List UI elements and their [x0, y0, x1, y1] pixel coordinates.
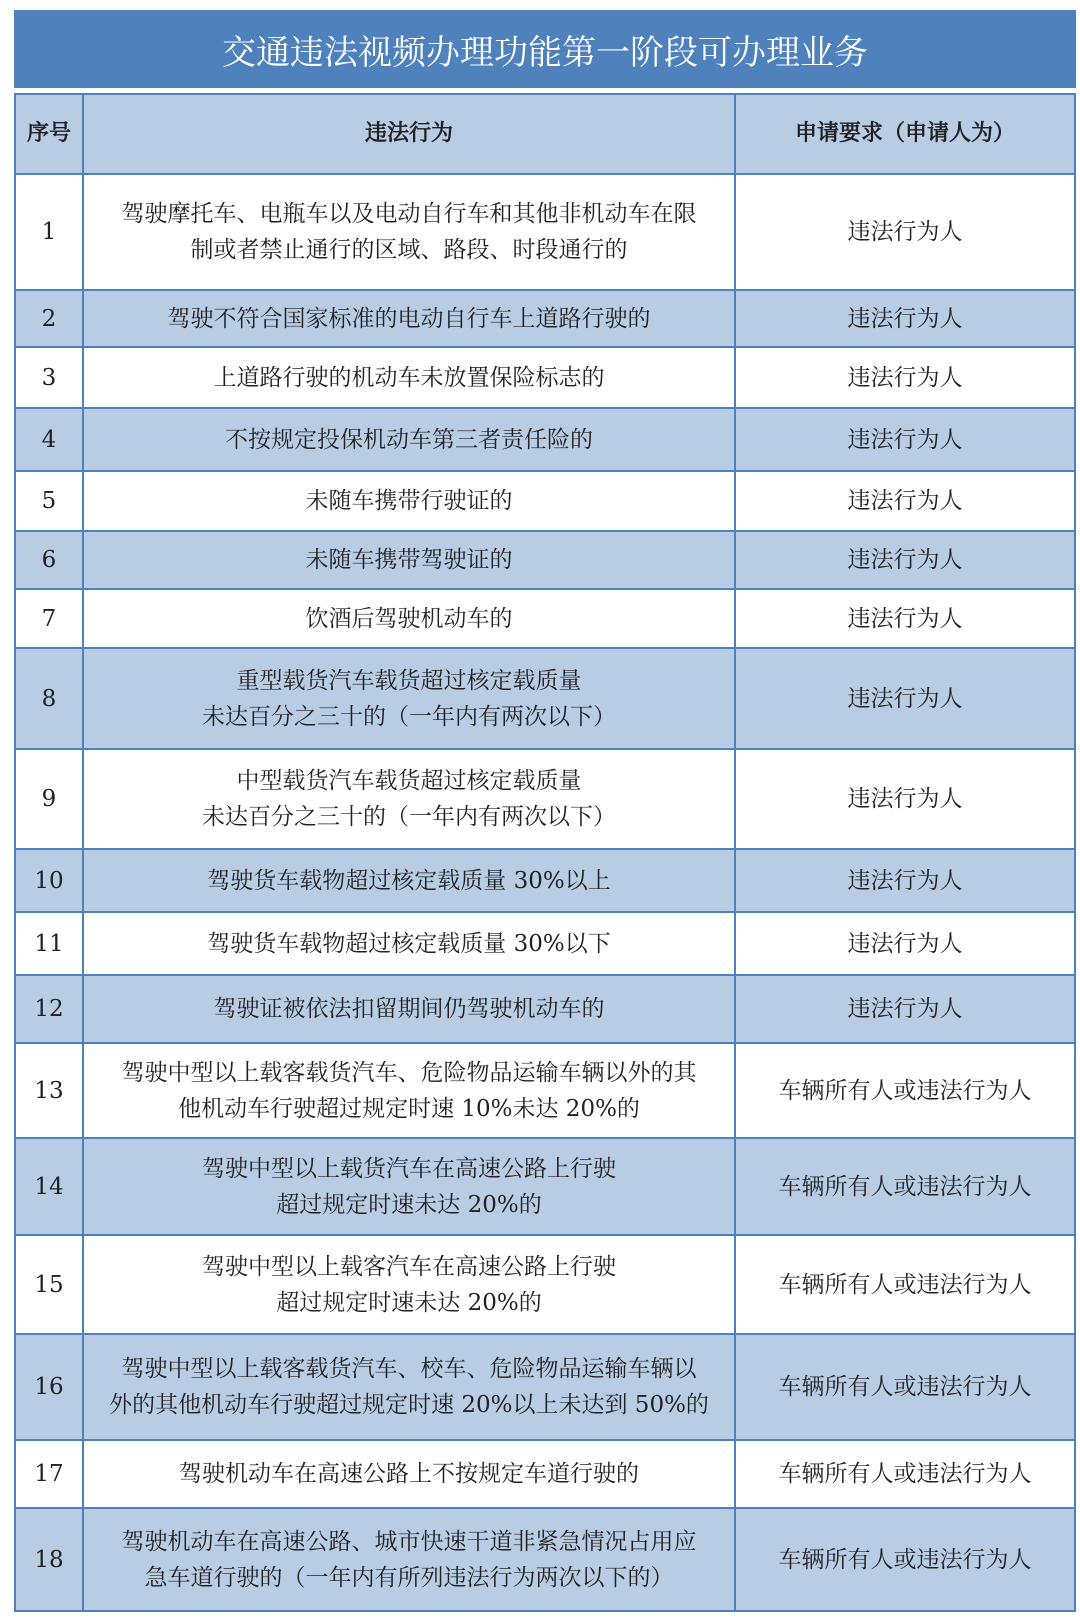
row-behavior: 驾驶货车载物超过核定载质量 30%以下 — [83, 912, 735, 975]
row-behavior: 未随车携带行驶证的 — [83, 471, 735, 531]
header-row — [15, 94, 1075, 174]
violation-table — [14, 93, 1076, 1612]
row-behavior: 驾驶机动车在高速公路、城市快速干道非紧急情况占用应 急车道行驶的（一年内有所列违法行为两次以下的） — [83, 1508, 735, 1611]
row-behavior: 驾驶中型以上载货汽车在高速公路上行驶 超过规定时速未达 20%的 — [83, 1138, 735, 1235]
row-requirement: 车辆所有人或违法行为人 — [735, 1235, 1075, 1334]
row-requirement: 违法行为人 — [735, 912, 1075, 975]
row-requirement: 违法行为人 — [735, 347, 1075, 408]
row-behavior: 重型载货汽车载货超过核定载质量 未达百分之三十的（一年内有两次以下） — [83, 648, 735, 749]
row-number: 15 — [15, 1235, 83, 1334]
header-behavior: 违法行为 — [83, 94, 735, 174]
table-row — [15, 912, 1075, 975]
row-requirement: 违法行为人 — [735, 174, 1075, 290]
table-row — [15, 347, 1075, 408]
row-number: 9 — [15, 749, 83, 849]
table-row — [15, 1043, 1075, 1138]
row-behavior: 驾驶证被依法扣留期间仍驾驶机动车的 — [83, 975, 735, 1043]
row-number: 3 — [15, 347, 83, 408]
row-number: 1 — [15, 174, 83, 290]
table-row — [15, 1508, 1075, 1611]
row-requirement: 违法行为人 — [735, 648, 1075, 749]
header-no: 序号 — [15, 94, 83, 174]
row-behavior: 驾驶中型以上载客载货汽车、危险物品运输车辆以外的其 他机动车行驶超过规定时速 10%未达 20%的 — [83, 1043, 735, 1138]
table-row — [15, 1440, 1075, 1508]
row-behavior: 未随车携带驾驶证的 — [83, 531, 735, 589]
row-number: 13 — [15, 1043, 83, 1138]
row-number: 5 — [15, 471, 83, 531]
table-row — [15, 975, 1075, 1043]
row-number: 17 — [15, 1440, 83, 1508]
row-requirement: 违法行为人 — [735, 975, 1075, 1043]
row-behavior: 上道路行驶的机动车未放置保险标志的 — [83, 347, 735, 408]
table-row — [15, 290, 1075, 347]
row-number: 10 — [15, 849, 83, 912]
row-behavior: 驾驶机动车在高速公路上不按规定车道行驶的 — [83, 1440, 735, 1508]
table-row — [15, 1138, 1075, 1235]
row-number: 14 — [15, 1138, 83, 1235]
table-row — [15, 471, 1075, 531]
row-behavior: 不按规定投保机动车第三者责任险的 — [83, 408, 735, 471]
row-behavior: 中型载货汽车载货超过核定载质量 未达百分之三十的（一年内有两次以下） — [83, 749, 735, 849]
row-requirement: 车辆所有人或违法行为人 — [735, 1440, 1075, 1508]
row-number: 12 — [15, 975, 83, 1043]
row-requirement: 违法行为人 — [735, 749, 1075, 849]
table-row — [15, 1235, 1075, 1334]
table-row — [15, 849, 1075, 912]
table-row — [15, 589, 1075, 648]
row-number: 16 — [15, 1334, 83, 1440]
row-behavior: 驾驶不符合国家标准的电动自行车上道路行驶的 — [83, 290, 735, 347]
table-row — [15, 408, 1075, 471]
row-behavior: 驾驶中型以上载客载货汽车、校车、危险物品运输车辆以 外的其他机动车行驶超过规定时速 20%以上未达到 50%的 — [83, 1334, 735, 1440]
table-row — [15, 749, 1075, 849]
row-number: 8 — [15, 648, 83, 749]
row-behavior: 驾驶货车载物超过核定载质量 30%以上 — [83, 849, 735, 912]
row-requirement: 违法行为人 — [735, 849, 1075, 912]
row-number: 6 — [15, 531, 83, 589]
row-requirement: 违法行为人 — [735, 290, 1075, 347]
row-number: 2 — [15, 290, 83, 347]
table-row — [15, 648, 1075, 749]
table-row — [15, 1334, 1075, 1440]
row-number: 7 — [15, 589, 83, 648]
row-behavior: 驾驶摩托车、电瓶车以及电动自行车和其他非机动车在限 制或者禁止通行的区域、路段、时段通行的 — [83, 174, 735, 290]
row-requirement: 违法行为人 — [735, 471, 1075, 531]
row-number: 18 — [15, 1508, 83, 1611]
violation-table-container — [14, 10, 1076, 1612]
table-row — [15, 174, 1075, 290]
row-behavior: 饮酒后驾驶机动车的 — [83, 589, 735, 648]
row-behavior: 驾驶中型以上载客汽车在高速公路上行驶 超过规定时速未达 20%的 — [83, 1235, 735, 1334]
row-requirement: 违法行为人 — [735, 531, 1075, 589]
row-number: 11 — [15, 912, 83, 975]
row-requirement: 车辆所有人或违法行为人 — [735, 1508, 1075, 1611]
row-requirement: 违法行为人 — [735, 408, 1075, 471]
row-requirement: 车辆所有人或违法行为人 — [735, 1043, 1075, 1138]
row-number: 4 — [15, 408, 83, 471]
header-requirement: 申请要求（申请人为） — [735, 94, 1075, 174]
row-requirement: 车辆所有人或违法行为人 — [735, 1138, 1075, 1235]
table-title: 交通违法视频办理功能第一阶段可办理业务 — [14, 10, 1076, 93]
table-row — [15, 531, 1075, 589]
row-requirement: 车辆所有人或违法行为人 — [735, 1334, 1075, 1440]
row-requirement: 违法行为人 — [735, 589, 1075, 648]
